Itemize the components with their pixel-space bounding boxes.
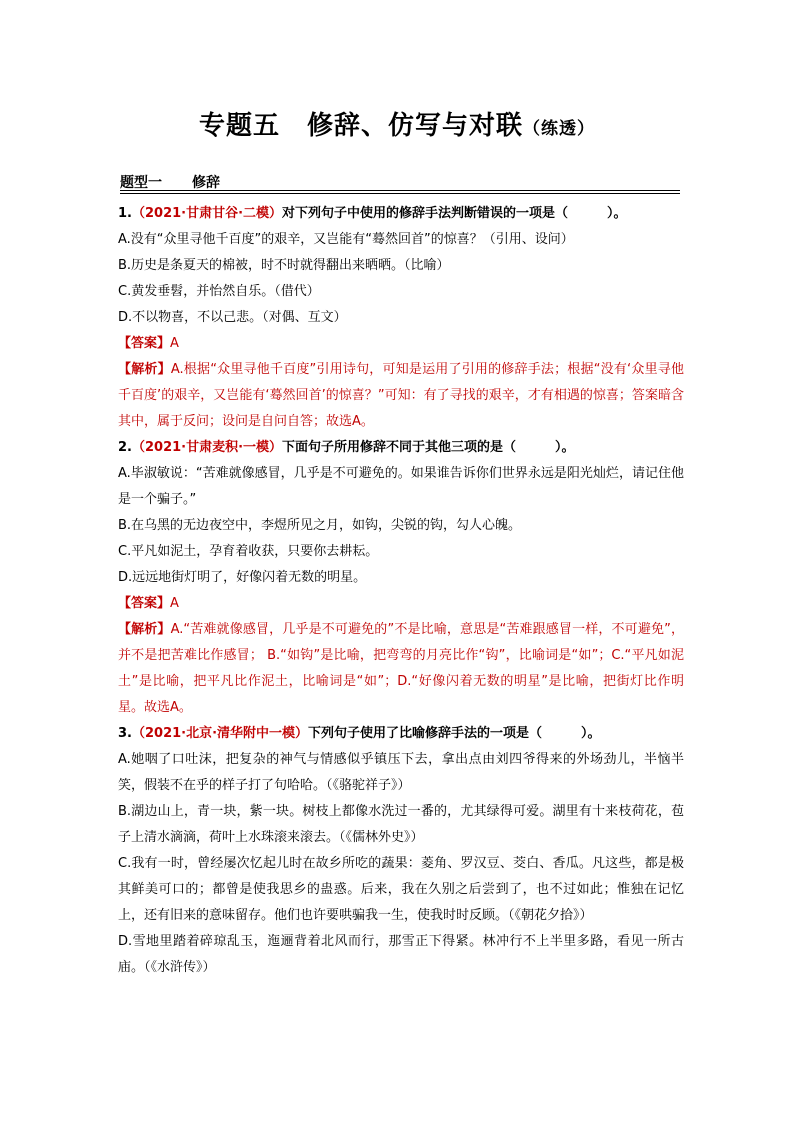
question-3-option-a: A.她咽了口吐沫，把复杂的神气与情感似乎镇压下去，拿出点由刘四爷得来的外场劲儿，半恼半笑，假装不在乎的样子打了句哈哈。（《骆驼祥子》） — [118, 752, 684, 793]
question-3-stem: 3.（2021·北京·清华附中一模）下列句子使用了比喻修辞手法的一项是（ ）。 — [118, 726, 601, 741]
question-1-option-b: B.历史是条夏天的棉被，时不时就得翻出来晒晒。（比喻） — [118, 258, 450, 273]
section-heading — [120, 172, 680, 192]
question-2-option-d: D.远远地街灯明了，好像闪着无数的明星。 — [118, 570, 367, 585]
section-label: 题型一 — [120, 175, 162, 191]
question-1-option-d: D.不以物喜，不以己悲。（对偶、互文） — [118, 310, 347, 325]
question-1-analysis: 【解析】A.根据“众里寻他千百度”引用诗句，可知是运用了引用的修辞手法；根据“没有‘众里寻他千百度’的艰辛，又岂能有‘蓦然回首’的惊喜？”可知：有了寻找的艰辛，才有相遇的惊喜；答案暗含其中，属于反问；设问是自问自答；故选A。 — [118, 362, 684, 429]
question-2-analysis: 【解析】A.“苦难就像感冒，几乎是不可避免的”不是比喻，意思是“苦难跟感冒一样，不可避免”，并不是把苦难比作感冒； B.“如钩”是比喻，把弯弯的月亮比作“钩”，比喻词是“如”；C.“平凡如泥土”是比喻，把平凡比作泥土，比喻词是“如”；D.“好像闪着无数的明星”是比喻，把街灯比作明星。故选A。 — [118, 622, 684, 715]
question-2-option-a: A.毕淑敏说：“苦难就像感冒，几乎是不可避免的。如果谁告诉你们世界永远是阳光灿烂，请记住他是一个骗子。” — [118, 466, 684, 507]
question-2-option-b: B.在乌黑的无边夜空中，李煜所见之月，如钩，尖锐的钩，勾人心魄。 — [118, 518, 522, 533]
section-topic: 修辞 — [192, 175, 220, 191]
section-rule-bottom — [120, 193, 680, 194]
question-1-stem: 1.（2021·甘肃甘谷·二模）对下列句子中使用的修辞手法判断错误的一项是（ ）。 — [118, 206, 627, 221]
section-rule-top — [120, 190, 680, 191]
question-3-option-c: C.我有一时，曾经屡次忆起儿时在故乡所吃的蔬果：菱角、罗汉豆、茭白、香瓜。凡这些，都是极其鲜美可口的；都曾是使我思乡的蛊惑。后来，我在久别之后尝到了，也不过如此；惟独在记忆上，还有旧来的意味留存。他们也许要哄骗我一生，使我时时反顾。（《朝花夕拾》） — [118, 856, 684, 923]
question-1-answer: 【答案】A — [118, 336, 179, 351]
questions-content — [118, 201, 684, 981]
question-1-option-c: C.黄发垂髫，并怡然自乐。（借代） — [118, 284, 320, 299]
title-main: 专题五 修辞、仿写与对联 — [198, 111, 523, 141]
title-sub: （练透） — [523, 119, 595, 139]
page-title — [0, 105, 794, 142]
question-3-option-d: D.雪地里踏着碎琼乱玉，迤逦背着北风而行，那雪正下得紧。林冲行不上半里多路，看见一所古庙。（《水浒传》） — [118, 934, 684, 975]
question-3-option-b: B.湖边山上，青一块，紫一块。树枝上都像水洗过一番的，尤其绿得可爱。湖里有十来枝荷花，苞子上清水滴滴，荷叶上水珠滚来滚去。（《儒林外史》） — [118, 804, 684, 845]
question-2-option-c: C.平凡如泥土，孕育着收获，只要你去耕耘。 — [118, 544, 379, 559]
question-2-stem: 2.（2021·甘肃麦积·一模）下面句子所用修辞不同于其他三项的是（ ）。 — [118, 440, 575, 455]
question-2-answer: 【答案】A — [118, 596, 179, 611]
question-1-option-a: A.没有“众里寻他千百度”的艰辛，又岂能有“蓦然回首”的惊喜？（引用、设问） — [118, 232, 574, 247]
